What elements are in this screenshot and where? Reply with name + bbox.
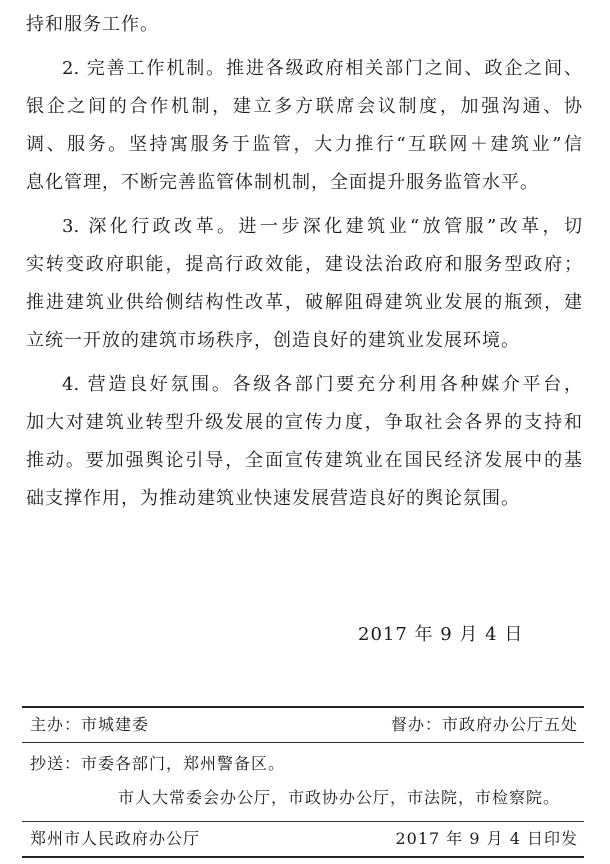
body-line: 4. 营造良好氛围。各级各部门要充分利用各种媒介平台， — [62, 374, 582, 395]
print-date-label: 2017 年 9 月 4 日印发 — [395, 829, 578, 848]
issuer-label: 郑州市人民政府办公厅 — [30, 829, 201, 848]
cc-line: 市人大常委会办公厅，市政协办公厅，市法院，市检察院。 — [118, 788, 561, 807]
body-line: 3. 深化行政改革。进一步深化建筑业“放管服”改革，切 — [62, 216, 582, 237]
cc-block — [22, 743, 584, 821]
footer-bottom-rule — [22, 856, 584, 858]
body-line: 加大对建筑业转型升级发展的宣传力度，争取社会各界的支持和 — [26, 412, 582, 433]
body-line: 2. 完善工作机制。推进各级政府相关部门之间、政企之间、 — [62, 58, 582, 79]
document-footer — [22, 706, 584, 858]
body-line: 立统一开放的建筑市场秩序，创造良好的建筑业发展环境。 — [26, 330, 520, 351]
body-line: 推进建筑业供给侧结构性改革，破解阻碍建筑业发展的瓶颈，建 — [26, 292, 582, 313]
body-line: 实转变政府职能，提高行政效能，建设法治政府和服务型政府； — [26, 254, 582, 275]
document-body — [26, 6, 582, 518]
body-line: 推动。要加强舆论引导，全面宣传建筑业在国民经济发展中的基 — [26, 450, 582, 471]
body-line: 持和服务工作。 — [26, 14, 159, 35]
host-row — [22, 708, 584, 742]
body-line: 银企之间的合作机制，建立多方联席会议制度，加强沟通、协 — [26, 96, 582, 117]
document-date: 2017 年 9 月 4 日 — [358, 624, 524, 645]
cc-line: 抄送：市委各部门，郑州警备区。 — [30, 754, 286, 773]
issuer-row — [22, 822, 584, 856]
host-label: 主办：市城建委 — [30, 715, 150, 734]
body-line: 调、服务。坚持寓服务于监管，大力推行“互联网＋建筑业”信 — [26, 134, 582, 155]
body-line: 础支撑作用，为推动建筑业快速发展营造良好的舆论氛围。 — [26, 488, 520, 509]
supervisor-label: 督办：市政府办公厅五处 — [390, 715, 578, 734]
body-line: 息化管理，不断完善监管体制机制，全面提升服务监管水平。 — [26, 172, 539, 193]
